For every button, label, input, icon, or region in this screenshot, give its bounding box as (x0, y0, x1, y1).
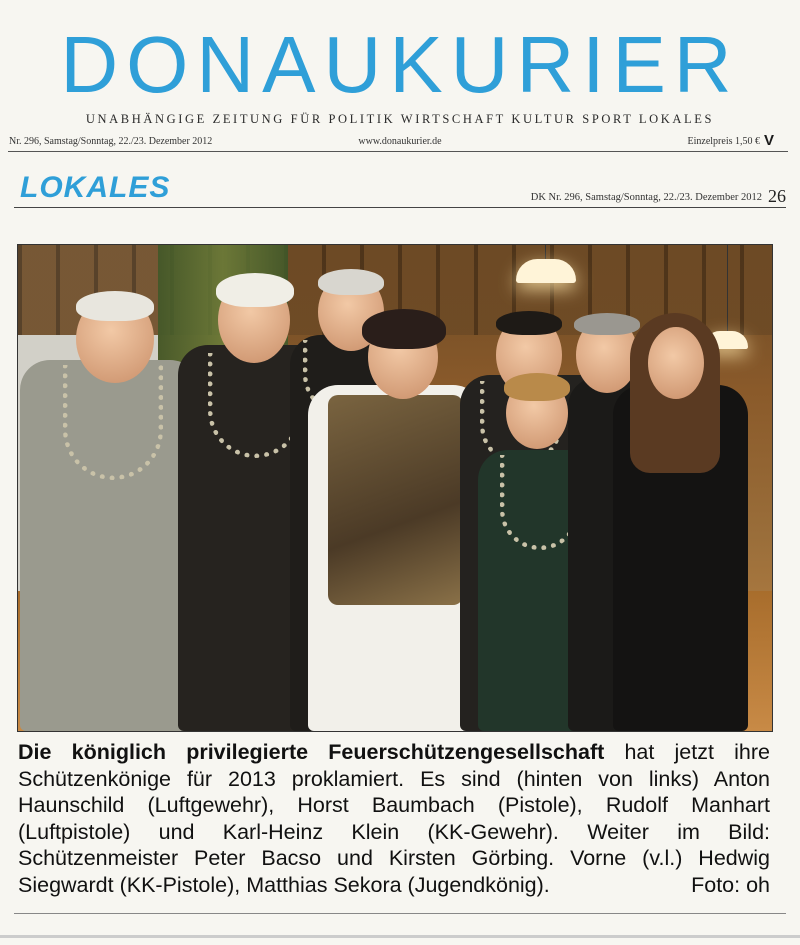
lamp-icon (516, 259, 576, 283)
masthead-title: DONAUKURIER (60, 20, 740, 109)
price: Einzelpreis 1,50 € (687, 136, 760, 147)
caption-lead: Die königlich privilegierte Feuerschützengesellschaft (18, 740, 605, 764)
page-meta: DK Nr. 296, Samstag/Sonntag, 22./23. Dezember 2012 (530, 192, 762, 203)
caption-body: hat jetzt ihre Schützenkönige für 2013 proklamiert. Es sind (hinten von links) Anton Haunschild (Luftgewehr), Horst Baumbach (Pistole), Rudolf Manhart (Luftpistole) und Karl-Heinz Klein (KK-Gewehr). Weiter im Bild: Schützenmeister Peter Bacso und Kirsten Görbing. Vorne (v.l.) Hedwig Siegwardt (KK-Pistole), Matthias Sekora (Jugendkönig). (18, 740, 770, 897)
masthead-rule (8, 151, 788, 152)
issue-info: Nr. 296, Samstag/Sonntag, 22./23. Dezember 2012 (9, 136, 213, 147)
bottom-rule (14, 913, 786, 914)
group-photo (17, 244, 773, 732)
masthead-subtitle: UNABHÄNGIGE ZEITUNG FÜR POLITIK WIRTSCHAFT KULTUR SPORT LOKALES (85, 112, 715, 126)
photo-caption (18, 739, 770, 898)
lamp-cord (727, 245, 728, 331)
page-number: 26 (768, 186, 786, 206)
section-rule (14, 207, 786, 208)
photo-credit: Foto: oh (691, 872, 770, 897)
section-label: LOKALES (20, 171, 171, 204)
lamp-cord (545, 245, 546, 259)
price-mark: V (763, 132, 774, 149)
website: www.donaukurier.de (358, 136, 442, 147)
page-edge (0, 935, 800, 938)
